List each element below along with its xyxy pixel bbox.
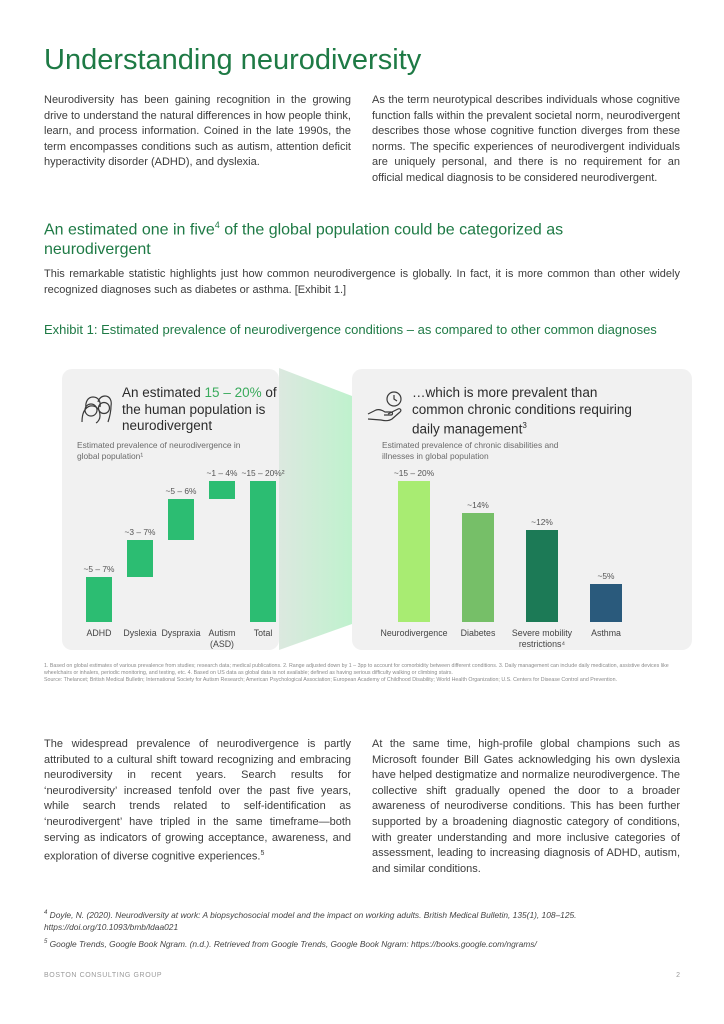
section-heading-footnote-ref: 4 [214,220,220,230]
bar-adhd [86,577,112,622]
left-panel-subtitle: Estimated prevalence of neurodivergence in global population¹ [77,440,241,461]
left-title-part-b: of the human population is neurodivergent [122,385,277,433]
body-right-paragraph: At the same time, high-profile global champions such as Microsoft founder Bill Gates acknowledging his own dyslexia have helped destigmatize and normalize neurodivergence. The collective shift gradually opened the door to a broader awareness of neurodiverse conditions. This has been further supported by a broadening diagnostic category of conditions, with greater understanding and more inclusive categories of assessment, leading to increasing diagnosis of ADHD, autism, and similar conditions. [372,738,680,875]
value-label-diabetes: ~14% [467,500,489,511]
bar-autism-asd [209,481,235,499]
footnote-5 [44,936,680,950]
bar-dyslexia [127,540,153,578]
footnote-4-number: 4 [44,910,48,916]
exhibit-notes [44,663,696,685]
category-label-dyslexia: Dyslexia [123,628,157,638]
category-label-diabetes: Diabetes [460,628,496,638]
footnote-5-number: 5 [44,939,48,945]
footnote-4-text: Doyle, N. (2020). Neurodiversity at work: A biopsychosocial model and the impact on working adults. British Medical Bulletin, 135(1), 108–125. https://doi.org/10.1093/bmb/ldaa021 [44,909,577,933]
exhibit-title: Exhibit 1: Estimated prevalence of neurodivergence conditions – as compared to other common diagnoses [44,322,657,337]
category-label-total: Total [253,628,273,638]
category-label-autism-asd: Autism (ASD) [208,628,236,649]
value-label-severe-mobility-restrictions: ~12% [531,516,553,527]
value-label-asthma: ~5% [597,570,615,581]
value-label-adhd: ~5 – 7% [83,564,115,574]
value-label-dyspraxia: ~5 – 6% [165,486,197,496]
footer-organization: BOSTON CONSULTING GROUP [44,972,163,979]
bar-total [250,481,276,622]
bar-diabetes [462,513,494,622]
left-title-highlight: 15 – 20% [204,385,262,400]
category-label-neurodivergence: Neurodivergence [380,628,448,638]
bar-chart [352,369,692,650]
right-title-text: …which is more prevalent than common chronic conditions requiring daily management [412,385,632,437]
body-left-footnote-ref: 5 [260,850,265,858]
category-label-dyspraxia: Dyspraxia [161,628,201,638]
intro-left-paragraph: Neurodiversity has been gaining recognition in the growing drive to understand the natural differences in how people think, learn, and process information. Coined in the late 1990s, the term encompasses conditions such as autism, attention deficit hyperactivity disorder (ADHD), and dyslexia. [44,94,351,169]
left-title-part-a: An estimated [122,385,205,400]
intro-right-paragraph: As the term neurotypical describes individuals whose cognitive function falls within the prevalent societal norm, neurodivergent describes those whose cognitive function diverges from these norms. The specific experiences of neurodivergent individuals are uniquely personal, and there is no requirement for an official medical diagnosis to be considered neurodivergent. [372,94,680,184]
bar-severe-mobility-restrictions [526,530,558,622]
bar-dyspraxia [168,499,194,540]
page-title: Understanding neurodiversity [44,44,422,76]
value-label-autism-asd: ~1 – 4% [206,468,238,478]
value-label-total: ~15 – 20%² [241,468,285,478]
right-panel-subtitle: Estimated prevalence of chronic disabilities and illnesses in global population [382,440,559,461]
category-label-adhd: ADHD [86,628,112,638]
footnote-5-text: Google Trends, Google Book Ngram. (n.d.). Retrieved from Google Trends, Google Book Ngram: https://books.google.com/ngrams/ [49,938,537,949]
footer-page-number: 2 [676,972,680,979]
category-label-asthma: Asthma [591,628,621,638]
section-heading-part-b: of the global population could be categorized as neurodivergent [44,221,564,259]
waterfall-chart [62,369,285,650]
category-label-severe-mobility-restrictions: Severe mobility restrictions⁴ [511,628,573,649]
body-left-text: The widespread prevalence of neurodivergence is partly attributed to a cultural shift toward recognizing and embracing neurodiversity in recent years. Search results for ‘neurodiversity’ increased tenfold over the past five years, while search trends related to self-identification as ‘neurodivergent’ have tripled in the same timeframe—both serving as indicators of growing acceptance, awareness, and exploration of diverse cognitive experiences. [44,738,351,863]
note-source: Source: Thelancet; British Medical Bulletin; International Society for Autism Research; American Psychological Association; European Academy of Childhood Disability; World Health Organization; U.S. Centers for Disease Control and Prevention. [44,677,618,684]
section-heading-part-a: An estimated one in five [44,221,215,239]
right-title-footnote-ref: 3 [522,421,527,430]
note-definitions: 1. Based on global estimates of various prevalence from studies; research data; medical publications. 2. Range adjusted down by 1 – 3pp to account for comorbidity between different conditions. 3. Daily management can include daily medication, assistive devices like wheelchairs or inhalers, periodic monitoring, and testing, etc. 4. Based on US data as global data is not available; defined as having serious difficulty walking or climbing stairs. [44,663,669,677]
value-label-dyslexia: ~3 – 7% [124,526,156,537]
body-left-paragraph [44,737,351,865]
bar-asthma [590,584,622,622]
value-label-neurodivergence: ~15 – 20% [393,468,435,478]
section-body: This remarkable statistic highlights just how common neurodivergence is globally. In fact, it is more common than other widely recognized diagnoses such as diabetes or asthma. [Exhibit 1.] [44,268,680,296]
footnote-4 [44,907,680,934]
bar-neurodivergence [398,481,430,622]
